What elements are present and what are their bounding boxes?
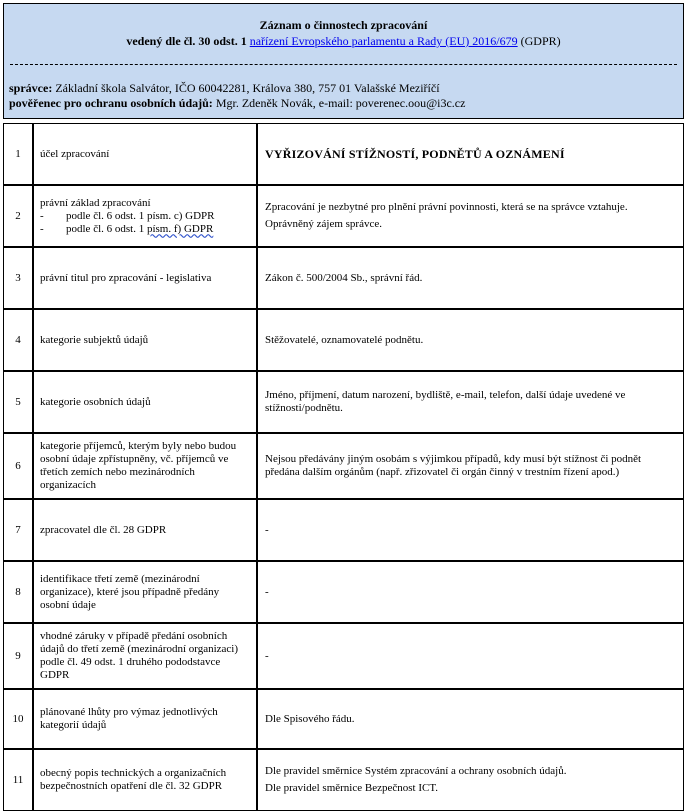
row-value-text: - (265, 649, 269, 662)
row-number: 10 (3, 689, 33, 749)
row-number: 9 (3, 623, 33, 689)
row-value-text: - (265, 585, 269, 598)
row-field-text: právní titul pro zpracování - legislativa (40, 271, 212, 284)
table-row (3, 247, 684, 309)
row-value (257, 689, 684, 749)
row-value-text: Zákon č. 500/2004 Sb., správní řád. (265, 271, 423, 284)
value-line: Dle pravidel směrnice Systém zpracování a ochrany osobních údajů. (265, 765, 567, 777)
table-row (3, 499, 684, 561)
row-number: 4 (3, 309, 33, 371)
row-field-text: kategorie osobních údajů (40, 395, 151, 408)
row-value (257, 185, 684, 247)
table-row (3, 561, 684, 623)
record-title: Záznam o činnostech zpracování (259, 18, 428, 32)
row-value (257, 123, 684, 185)
row-number: 5 (3, 371, 33, 433)
spellcheck-flagged-text: písm. f) GDPR (146, 222, 214, 235)
gdpr-regulation-link[interactable]: nařízení Evropského parlamentu a Rady (EU) 2016/679 (249, 34, 518, 48)
table-row (3, 433, 684, 499)
row-field-text: zpracovatel dle čl. 28 GDPR (40, 523, 167, 536)
header-divider (10, 64, 677, 65)
table-row (3, 749, 684, 811)
row-number: 7 (3, 499, 33, 561)
row-value (257, 247, 684, 309)
row-value (257, 309, 684, 371)
row-value-text: Jméno, příjmení, datum narození, bydliště, e-mail, telefon, další údaje uvedené ve stížnosti/podnětu. (265, 389, 626, 414)
dpo-label: pověřenec pro ochranu osobních údajů: (9, 96, 213, 110)
controller-label: správce: (9, 81, 53, 95)
record-header (3, 3, 684, 119)
table-row (3, 689, 684, 749)
row-value (257, 371, 684, 433)
table-row (3, 185, 684, 247)
controller-value: Základní škola Salvátor, IČO 60042281, Králova 380, 757 01 Valašské Meziříčí (55, 81, 440, 95)
row-field (33, 371, 257, 433)
row-number: 6 (3, 433, 33, 499)
row-field-text: kategorie subjektů údajů (40, 333, 149, 346)
dpo-line (9, 96, 465, 111)
legal-basis-text: podle čl. 6 odst. 1 písm. c) GDPR (66, 209, 215, 222)
row-number: 8 (3, 561, 33, 623)
row-field (33, 749, 257, 811)
row-field-text: kategorie příjemců, kterým byly nebo budou osobní údaje zpřístupněny, vč. příjemců ve třetích zemích nebo mezinárodních organizacích (40, 440, 237, 491)
row-field (33, 623, 257, 689)
row-field (33, 309, 257, 371)
row-value-text: Stěžovatelé, oznamovatelé podnětu. (265, 333, 424, 346)
row-number: 2 (3, 185, 33, 247)
value-line: Oprávněný zájem správce. (265, 218, 382, 230)
controller-line (9, 81, 440, 96)
row-field-text: vhodné záruky v případě předání osobních údajů do třetí země (mezinárodní organizaci) podle čl. 49 odst. 1 druhého pododstavce GDPR (40, 630, 239, 681)
row-number: 11 (3, 749, 33, 811)
row-field-text: účel zpracování (40, 147, 110, 160)
table-row (3, 623, 684, 689)
value-line: Zpracování je nezbytné pro plnění právní povinnosti, která se na správce vztahuje. (265, 201, 628, 213)
row-field (33, 561, 257, 623)
row-value (257, 499, 684, 561)
row-field-text: identifikace třetí země (mezinárodní organizace), které jsou případně předány osobní údaje (40, 572, 220, 611)
row-field-text: obecný popis technických a organizačních bezpečnostních opatření dle čl. 32 GDPR (40, 767, 227, 792)
row-field-text: plánované lhůty pro výmaz jednotlivých kategorií údajů (40, 706, 218, 731)
legal-basis-item: - podle čl. 6 odst. 1 písm. c) GDPR (40, 209, 215, 222)
row-number: 1 (3, 123, 33, 185)
row-value-text: Dle Spisového řádu. (265, 712, 355, 725)
legal-basis-item: - podle čl. 6 odst. 1 písm. f) GDPR (40, 222, 214, 235)
table-row (3, 123, 684, 185)
row-value (257, 561, 684, 623)
row-value-text: Nejsou předávány jiným osobám s výjimkou případů, kdy musí být stížnost či podnět předána dalším orgánům (např. zřizovatel či orgán činný v trestním řízení apod.) (265, 453, 642, 478)
value-line: Dle pravidel směrnice Bezpečnost ICT. (265, 782, 438, 794)
row-field (33, 123, 257, 185)
table-row (3, 309, 684, 371)
record-subtitle (4, 34, 683, 49)
table-row (3, 371, 684, 433)
subtitle-prefix: vedený dle čl. 30 odst. 1 (126, 34, 247, 48)
row-field-text: právní základ zpracování (40, 196, 151, 209)
row-field (33, 247, 257, 309)
row-value-text: - (265, 523, 269, 536)
legal-basis-text: podle čl. 6 odst. 1 (66, 222, 145, 235)
row-value (257, 433, 684, 499)
subtitle-suffix: (GDPR) (520, 34, 561, 48)
processing-purpose: VYŘIZOVÁNÍ STÍŽNOSTÍ, PODNĚTŮ A OZNÁMENÍ (265, 146, 565, 161)
row-field (33, 499, 257, 561)
row-value (257, 623, 684, 689)
row-field (33, 433, 257, 499)
row-field (33, 185, 257, 247)
row-number: 3 (3, 247, 33, 309)
row-value (257, 749, 684, 811)
dpo-value: Mgr. Zdeněk Novák, e-mail: poverenec.oou@i3c.cz (215, 96, 466, 110)
row-field (33, 689, 257, 749)
